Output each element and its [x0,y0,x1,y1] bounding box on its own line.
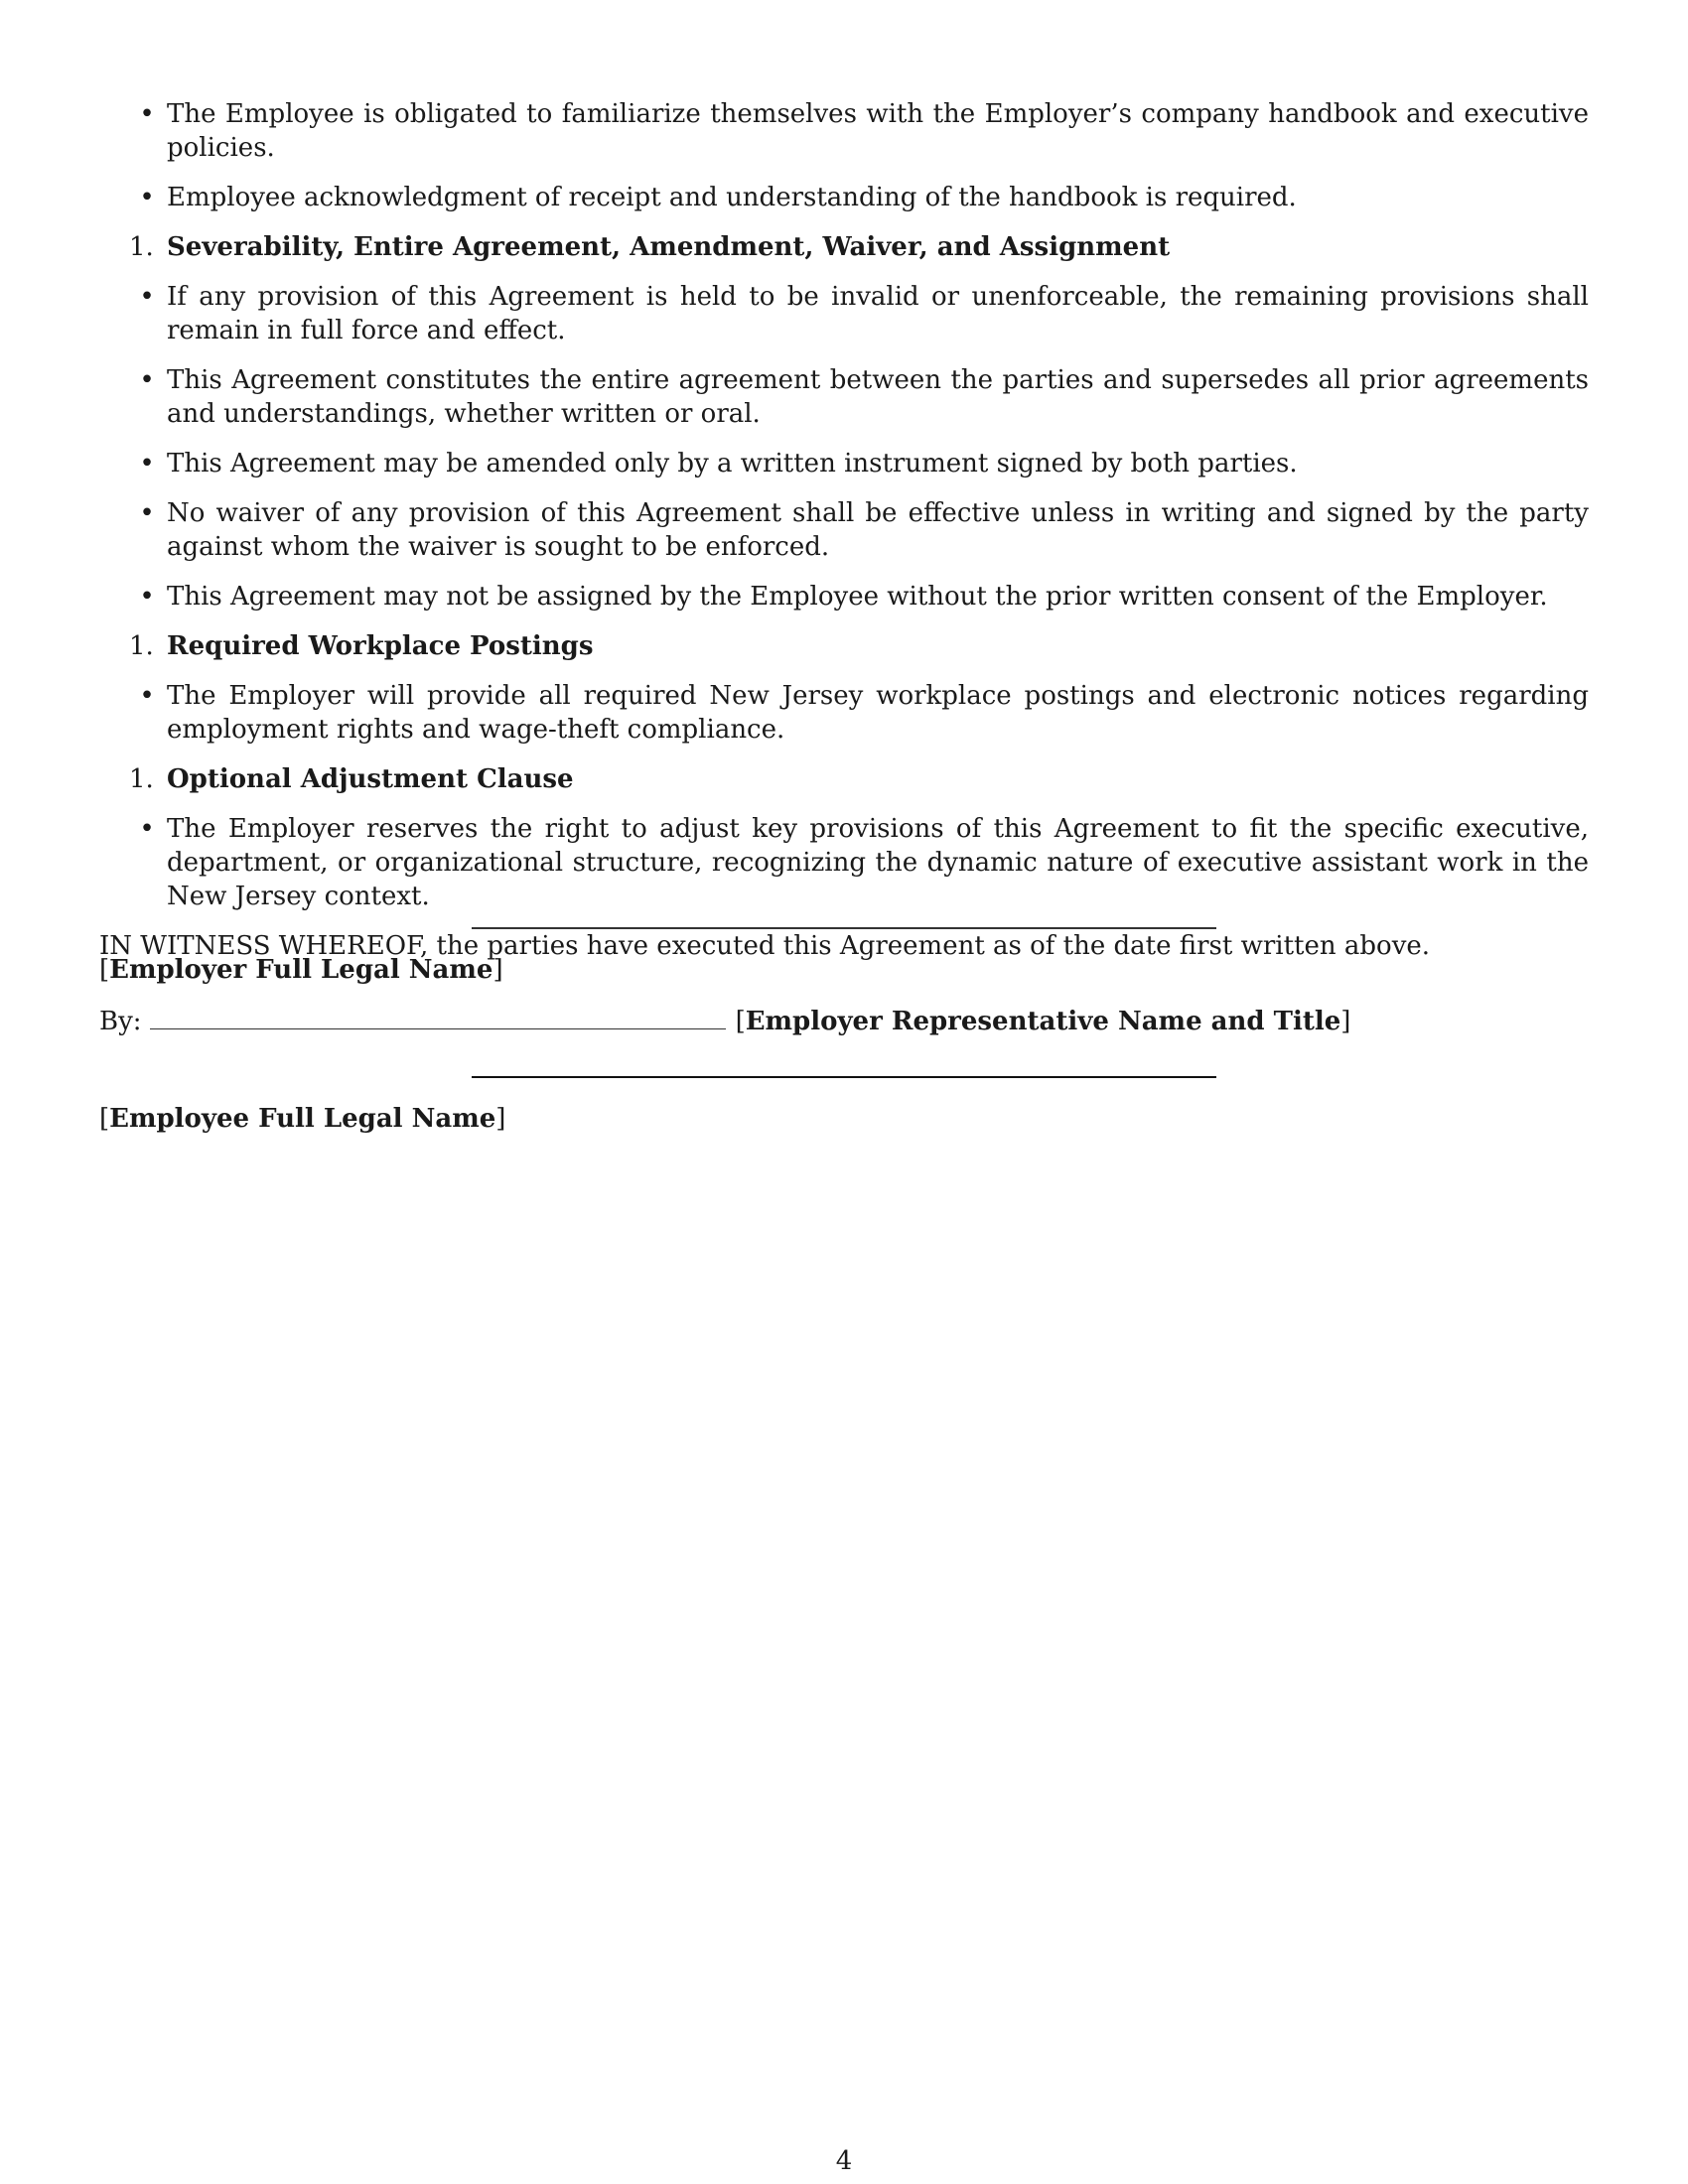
list-item-text: This Agreement constitutes the entire agreement between the parties and supersedes all prior agreements and understandings, whether written or oral. [167,365,1589,429]
list-item [99,812,1589,913]
bracket-open: [ [735,1007,746,1036]
employee-signature-line [472,1076,1216,1078]
bullet-marker: • [139,99,155,129]
section-number: 1. [129,631,154,661]
employee-name: Employee Full Legal Name [109,1104,496,1134]
section-title: Optional Adjustment Clause [167,764,574,794]
list-item [99,181,1589,214]
list-item [99,363,1589,431]
section-heading-severability [99,230,1589,264]
bullet-marker: • [139,449,155,478]
bullet-marker: • [139,282,155,312]
section-heading-adjustment-clause [99,762,1589,796]
bracket-open: [ [99,955,110,985]
list-item-text: The Employer reserves the right to adjust key provisions of this Agreement to fit the specific executive, department, or organizational structure, recognizing the dynamic nature of executive assistant work in the New Jersey context. [167,814,1589,911]
bullet-marker: • [139,814,155,844]
bullet-marker: • [139,183,155,212]
bullet-marker: • [139,365,155,395]
bracket-close: ] [492,955,503,985]
section-heading-workplace-postings [99,629,1589,663]
list-item [99,97,1589,165]
section-number: 1. [129,764,154,794]
bullet-marker: • [139,681,155,711]
list-item-text: This Agreement may not be assigned by the Employee without the prior written consent of the Employer. [167,582,1548,612]
list-item-text: The Employee is obligated to familiarize themselves with the Employer’s company handbook and executive policies. [167,99,1589,163]
list-item [99,580,1589,614]
list-item-text: The Employer will provide all required New Jersey workplace postings and electronic notices regarding employment rights and wage-theft compliance. [167,681,1589,745]
list-item-text: If any provision of this Agreement is held to be invalid or unenforceable, the remaining provisions shall remain in full force and effect. [167,282,1589,345]
document-body [99,97,1589,963]
employee-name-block [99,1102,505,1136]
bullet-marker: • [139,582,155,612]
page-number: 4 [835,2146,853,2176]
list-item [99,496,1589,564]
bullet-marker: • [139,498,155,528]
representative-name: Employer Representative Name and Title [745,1007,1341,1036]
bracket-open: [ [99,1104,110,1134]
employer-signature-line [472,927,1216,929]
bracket-close: ] [1340,1007,1351,1036]
section-title: Severability, Entire Agreement, Amendment, Waiver, and Assignment [167,232,1171,262]
list-item-text: Employee acknowledgment of receipt and understanding of the handbook is required. [167,183,1297,212]
by-label: By: [99,1007,142,1036]
employer-name: Employer Full Legal Name [109,955,493,985]
list-item-text: No waiver of any provision of this Agreement shall be effective unless in writing and signed by the party against whom the waiver is sought to be enforced. [167,498,1589,562]
bracket-close: ] [495,1104,506,1134]
list-item [99,679,1589,747]
list-item [99,447,1589,480]
section-number: 1. [129,232,154,262]
list-item [99,280,1589,347]
list-item-text: This Agreement may be amended only by a written instrument signed by both parties. [167,449,1298,478]
by-row [99,1005,1350,1038]
witness-statement: IN WITNESS WHEREOF, the parties have executed this Agreement as of the date first written above. [99,931,1431,961]
employer-name-block [99,953,503,987]
section-title: Required Workplace Postings [167,631,594,661]
representative-signature-blank [150,1005,726,1029]
